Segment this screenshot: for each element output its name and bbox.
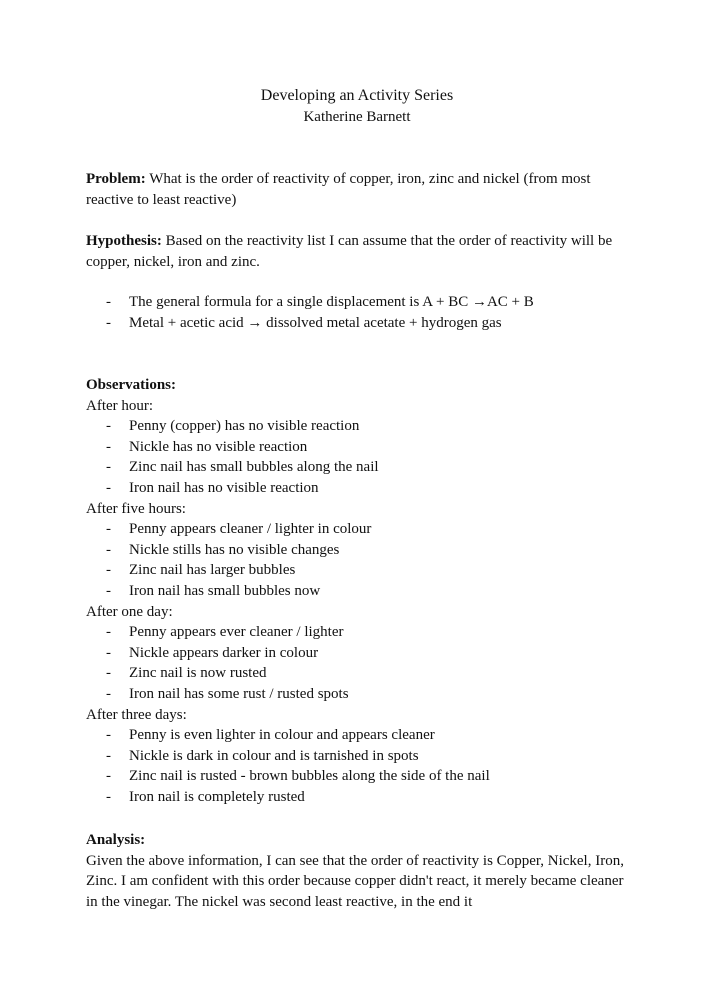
list-item: - Penny appears ever cleaner / lighter bbox=[86, 622, 626, 643]
dash-marker: - bbox=[106, 479, 111, 496]
list-item: - Metal + acetic acid → dissolved metal acetate + hydrogen gas bbox=[86, 313, 626, 334]
hypothesis-label: Hypothesis: bbox=[86, 233, 162, 249]
list-item: - Zinc nail has small bubbles along the nail bbox=[86, 457, 626, 478]
dash-marker: - bbox=[106, 644, 111, 661]
problem-label: Problem: bbox=[86, 171, 146, 187]
observations-label: Observations: bbox=[86, 377, 176, 393]
observation-list bbox=[86, 622, 626, 704]
observation-group-heading: After one day: bbox=[86, 603, 173, 620]
list-item: - Nickle has no visible reaction bbox=[86, 437, 626, 458]
observation-group-heading: After hour: bbox=[86, 397, 154, 414]
analysis-text: Given the above information, I can see that the order of reactivity is Copper, Nickel, Iron, Zinc. I am confident with this order because copper didn't react, it merely became cleaner in the vinegar. The nickel was second least reactive, in the end it bbox=[86, 852, 624, 910]
observation-list bbox=[86, 519, 626, 601]
list-item: - Zinc nail has larger bubbles bbox=[86, 560, 626, 581]
list-item: - Zinc nail is now rusted bbox=[86, 663, 626, 684]
list-item: - Iron nail has no visible reaction bbox=[86, 478, 626, 499]
problem-section bbox=[86, 169, 626, 210]
dash-marker: - bbox=[106, 768, 111, 785]
dash-marker: - bbox=[106, 294, 111, 310]
observation-list bbox=[86, 725, 626, 807]
list-item: - Nickle stills has no visible changes bbox=[86, 540, 626, 561]
dash-marker: - bbox=[106, 747, 111, 764]
dash-marker: - bbox=[106, 314, 111, 331]
dash-marker: - bbox=[106, 541, 111, 558]
hypothesis-bullets bbox=[86, 292, 626, 333]
dash-marker: - bbox=[106, 788, 111, 805]
dash-marker: - bbox=[106, 438, 111, 455]
dash-marker: - bbox=[106, 582, 111, 599]
list-item: - Penny is even lighter in colour and appears cleaner bbox=[86, 725, 626, 746]
document-author: Katherine Barnett bbox=[303, 109, 411, 125]
observation-group-heading: After five hours: bbox=[86, 500, 186, 517]
problem-text: What is the order of reactivity of copper, iron, zinc and nickel (from most reactive to least reactive) bbox=[86, 171, 591, 208]
hypothesis-section bbox=[86, 231, 626, 272]
analysis-label: Analysis: bbox=[86, 832, 146, 848]
observation-group-heading: After three days: bbox=[86, 706, 187, 723]
list-item: - Penny appears cleaner / lighter in colour bbox=[86, 519, 626, 540]
list-item: - Iron nail has some rust / rusted spots bbox=[86, 684, 626, 705]
list-item: - Iron nail has small bubbles now bbox=[86, 581, 626, 602]
list-item: - Nickle is dark in colour and is tarnished in spots bbox=[86, 746, 626, 767]
list-item: - Iron nail is completely rusted bbox=[86, 787, 626, 808]
dash-marker: - bbox=[106, 459, 111, 476]
dash-marker: - bbox=[106, 418, 111, 435]
list-item: - Nickle appears darker in colour bbox=[86, 643, 626, 664]
dash-marker: - bbox=[106, 562, 111, 579]
hypothesis-text: Based on the reactivity list I can assume that the order of reactivity will be copper, nickel, iron and zinc. bbox=[86, 233, 613, 270]
dash-marker: - bbox=[106, 685, 111, 702]
dash-marker: - bbox=[106, 665, 111, 682]
dash-marker: - bbox=[106, 727, 111, 744]
list-item: - The general formula for a single displacement is A + BC →AC + B bbox=[86, 292, 626, 313]
list-item: - Zinc nail is rusted - brown bubbles along the side of the nail bbox=[86, 766, 626, 787]
observations-section bbox=[86, 375, 626, 807]
analysis-section bbox=[86, 830, 626, 912]
observation-list bbox=[86, 416, 626, 498]
dash-marker: - bbox=[106, 521, 111, 538]
document-title: Developing an Activity Series bbox=[260, 87, 454, 104]
list-item: - Penny (copper) has no visible reaction bbox=[86, 416, 626, 437]
dash-marker: - bbox=[106, 624, 111, 641]
